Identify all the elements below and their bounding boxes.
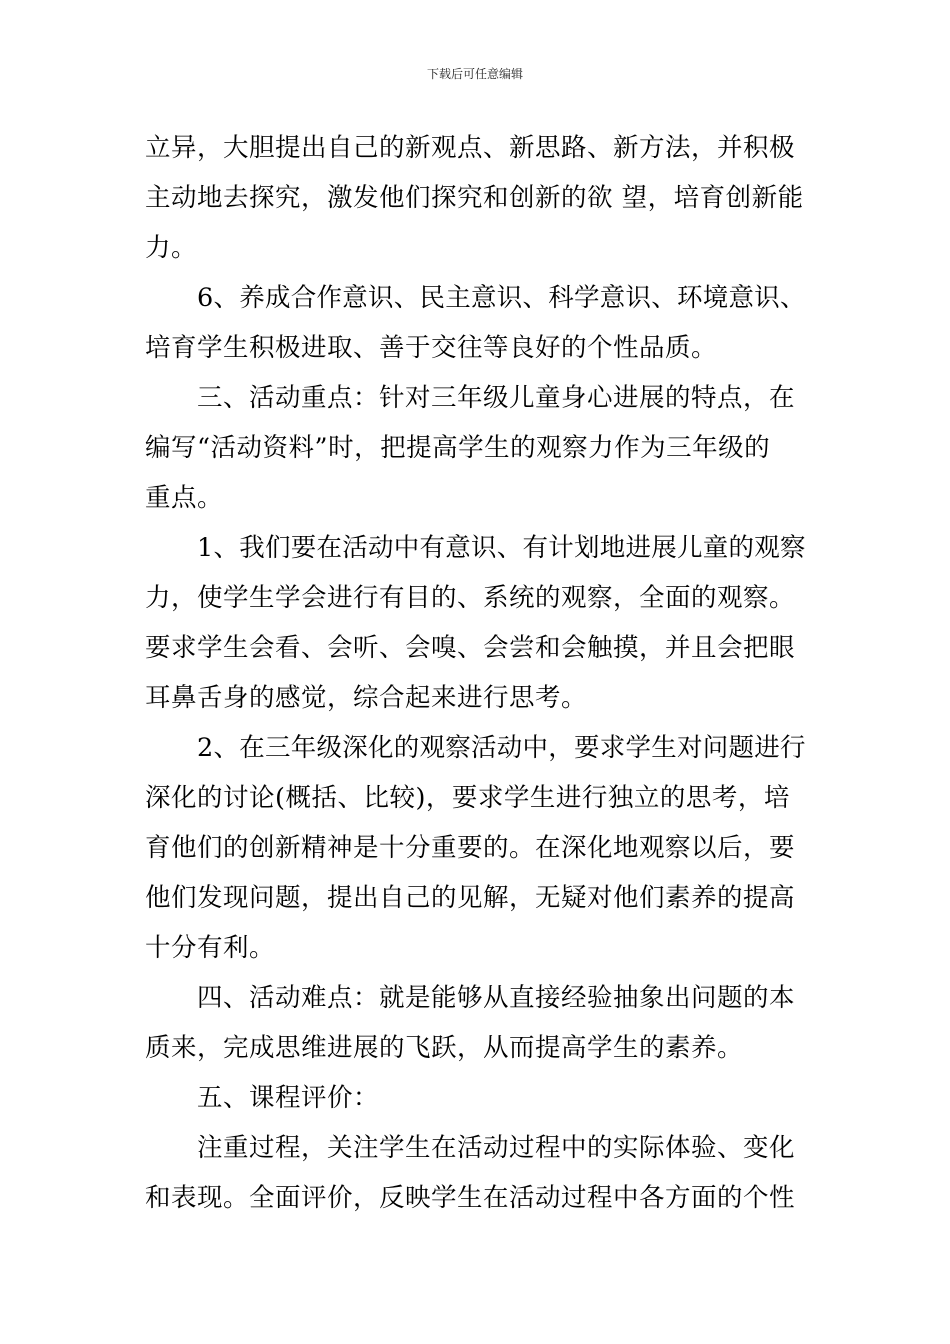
text-line: 立异，大胆提出自己的新观点、新思路、新方法，并积极 — [145, 133, 796, 163]
document-body — [145, 123, 810, 1223]
text-line: 1、我们要在活动中有意识、有计划地进展儿童的观察 — [197, 533, 806, 563]
text-line: 和表现。全面评价，反映学生在活动过程中各方面的个性 — [145, 1183, 796, 1213]
text-line: 培育学生积极进取、善于交往等良好的个性品质。 — [145, 333, 718, 363]
text-line: 五、课程评价： — [197, 1083, 380, 1113]
text-line: 要求学生会看、会听、会嗅、会尝和会触摸，并且会把眼 — [145, 633, 796, 663]
text-line: 主动地去探究，激发他们探究和创新的欲 望，培育创新能 — [145, 183, 804, 213]
text-line: 6、养成合作意识、民主意识、科学意识、环境意识、 — [197, 283, 806, 313]
text-line: 力，使学生学会进行有目的、系统的观察，全面的观察。 — [145, 583, 796, 613]
text-line: 重点。 — [145, 483, 224, 513]
text-line: 他们发现问题，提出自己的见解，无疑对他们素养的提高 — [145, 883, 796, 913]
text-line: 质来，完成思维进展的飞跃，从而提高学生的素养。 — [145, 1033, 744, 1063]
page-header: 下载后可任意编辑 — [426, 67, 523, 81]
text-line: 编写“活动资料”时，把提高学生的观察力作为三年级的 — [145, 433, 771, 463]
text-line: 四、活动难点：就是能够从直接经验抽象出问题的本 — [197, 983, 796, 1013]
text-line: 力。 — [145, 233, 198, 263]
text-line: 注重过程，关注学生在活动过程中的实际体验、变化 — [197, 1133, 796, 1163]
text-line: 耳鼻舌身的感觉，综合起来进行思考。 — [145, 683, 588, 713]
text-line: 三、活动重点：针对三年级儿童身心进展的特点，在 — [197, 383, 796, 413]
text-line: 十分有利。 — [145, 933, 276, 963]
text-line: 深化的讨论(概括、比较)，要求学生进行独立的思考，培 — [145, 783, 790, 813]
text-line: 2、在三年级深化的观察活动中，要求学生对问题进行 — [197, 733, 806, 763]
text-line: 育他们的创新精神是十分重要的。在深化地观察以后，要 — [145, 833, 796, 863]
